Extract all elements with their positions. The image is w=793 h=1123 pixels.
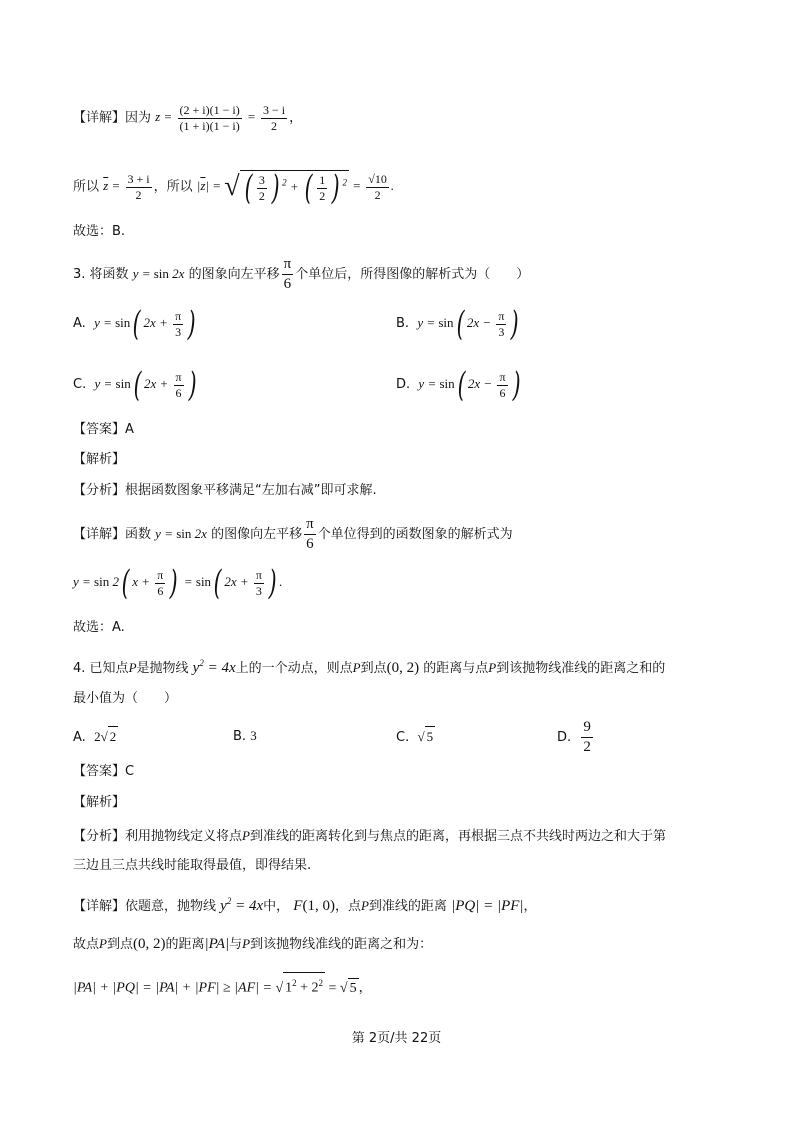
q4-fenxi: 【分析】利用抛物线定义将点P到准线的距离转化到与焦点的距离，再根据三点不共线时两边之和大于第 [73, 828, 666, 844]
q3-option-a: A. y = sin( 2x + $\frac{\pi}{3}$ ) [73, 304, 196, 344]
q4-option-b: B. 3 [233, 728, 257, 744]
math-pi-over-6: $\frac{\pi}{6}$ [283, 256, 292, 292]
q4-stem: 4. 已知点P是抛物线 $y^2 = 4x$上的一个动点，则点P到点(0, 2) 的距离与点P到该抛物线准线的距离之和的 [73, 658, 666, 676]
q4-option-c: C. √ 5 [396, 726, 435, 748]
s1-conj-line: 所以 $\overline{z}$ = $\frac{3 + i}{2}$ ，所以 $|\overline{z}|$ = √ ( $\frac{3}{2}$ ) $^2$ + ( $\frac{1}{2}$ ) $^2$ = $\frac{√10}{2}$ . [73, 168, 395, 208]
math-conj-z: $\overline{z}$ = $\frac{3 + i}{2}$ [103, 172, 150, 202]
q3-analysis-label: 【解析】 [73, 452, 126, 467]
s1-choose: 故选：B. [73, 224, 126, 239]
q3-choose: 故选：A. [73, 620, 125, 635]
q4-option-d: D. $\frac{9}{2}$ [557, 719, 591, 755]
q3-option-c: C. y = sin( 2x + $\frac{\pi}{6}$ ) [73, 365, 197, 405]
q3-stem: 3. 将函数 y = sin 2x 的图象向左平移 $\frac{\pi}{6}$ 个单位后，所得图像的解析式为（ ） [73, 256, 530, 292]
q4-analysis-label: 【解析】 [73, 795, 126, 810]
q3-detail: 【详解】函数 y = sin 2x 的图像向左平移 $\frac{\pi}{6}$ 个单位得到的函数图象的解析式为 [73, 516, 513, 552]
q4-answer: 【答案】C [73, 764, 135, 779]
q3-fenxi: 【分析】根据函数图象平移满足“左加右减”即可求解. [73, 483, 377, 498]
q3-result-formula: y = sin 2( x + $\frac{\pi}{6}$ ) = sin( 2x + $\frac{\pi}{3}$ ) . [73, 563, 283, 603]
q3-option-b: B. y = sin( 2x − $\frac{\pi}{3}$ ) [396, 304, 520, 344]
detail-label: 【详解】 [73, 110, 126, 126]
q4-inequality: |PA| + |PQ| = |PA| + |PF| ≥ |AF| = √ $1^2 + 2^2$ = √ 5 ， [73, 972, 372, 999]
s1-detail-line: 【详解】因为 z = $\frac{(2 + i)(1 - i)}{(1 + i)(1 - i)}$ = $\frac{3 - i}{2}$ ， [73, 103, 303, 133]
q4-detail-line2: 故点P到点(0, 2)的距离|PA|与P到该抛物线准线的距离之和为： [73, 936, 433, 952]
q3-answer: 【答案】A [73, 422, 134, 437]
q3-option-d: D. y = sin( 2x − $\frac{\pi}{6}$ ) [396, 365, 521, 405]
q4-fenxi-line2: 三边且三点共线时能取得最值，即得结果. [73, 858, 312, 873]
q4-detail: 【详解】依题意，抛物线 $y^2 = 4x$中， F(1, 0)，点P到准线的距离 |PQ| = |PF|， [73, 896, 537, 914]
q4-stem-line2: 最小值为（ ） [73, 691, 178, 706]
math-abs-conj-z: $|\overline{z}|$ = √ ( $\frac{3}{2}$ ) $^2$ + ( $\frac{1}{2}$ ) $^2$ = $\frac{√10}{2}$ . [196, 168, 395, 208]
page-footer: 第 2页/共 22页 [351, 1031, 442, 1046]
q4-option-a: A. 2√ 2 [73, 726, 118, 748]
math-z-expression: z = $\frac{(2 + i)(1 - i)}{(1 + i)(1 - i)}$ = $\frac{3 - i}{2}$ [155, 103, 286, 133]
math-y-sin2x: y = sin 2x [132, 266, 185, 281]
